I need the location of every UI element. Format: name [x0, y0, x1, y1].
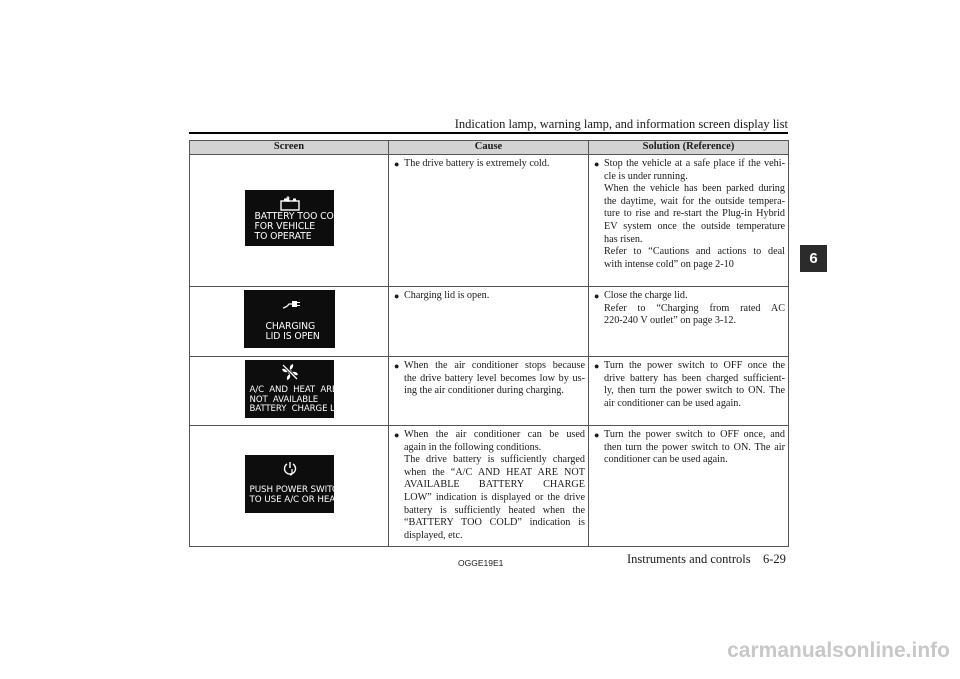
screen-message: PUSH POWER SWITCH TO USE A/C OR HEAT	[249, 484, 345, 505]
cause-line: displayed, etc.	[404, 529, 463, 541]
header-screen: Screen	[190, 141, 389, 155]
cause-cell	[389, 155, 589, 287]
cause-line: Charging lid is open.	[404, 290, 490, 301]
solution-line: Turn the power switch to OFF once, and	[604, 429, 785, 440]
solution-line: with intense cold” on page 2-10	[604, 258, 734, 270]
bullet-icon: ●	[394, 361, 400, 371]
bullet-icon: ●	[394, 159, 400, 169]
solution-line: drive battery has been charged sufficient-	[604, 372, 785, 384]
cause-line: When the air conditioner can be used	[404, 429, 585, 440]
bullet-icon: ●	[394, 430, 400, 440]
table-row	[190, 357, 789, 426]
cause-line: again in the following conditions.	[404, 441, 542, 453]
screen-cell	[190, 287, 389, 357]
display-screen-battery-cold	[245, 190, 346, 246]
header-rule	[189, 132, 788, 134]
table-row	[190, 155, 789, 287]
header-solution: Solution (Reference)	[589, 141, 789, 155]
screen-message: A/C AND HEAT ARE NOT AVAILABLE BATTERY CHARGE LOW	[249, 385, 350, 415]
solution-cell	[589, 155, 789, 287]
solution-line: ture to rise and re-start the Plug-in Hybrid	[604, 208, 785, 220]
table-row	[190, 426, 789, 547]
screen-message: CHARGING LID IS OPEN	[265, 321, 320, 343]
solution-line: Turn the power switch to OFF once the	[604, 360, 785, 371]
footer-code: OGGE19E1	[458, 558, 504, 568]
solution-line: has risen.	[604, 233, 643, 245]
cause-line: The drive battery is extremely cold.	[404, 158, 550, 169]
screen-cell	[190, 426, 389, 547]
charging-plug-icon	[282, 298, 302, 310]
footer-page-number: 6-29	[763, 552, 786, 566]
cause-line: AVAILABLE BATTERY CHARGE	[404, 479, 585, 491]
solution-cell	[589, 357, 789, 426]
display-screen-charging-lid	[244, 290, 335, 348]
footer-section: Instruments and controls	[627, 552, 751, 566]
solution-line: Stop the vehicle at a safe place if the vehi-	[604, 158, 785, 169]
cause-cell	[389, 287, 589, 357]
cause-line: the drive battery level becomes low by us-	[404, 372, 585, 384]
cause-line: When the air conditioner stops because	[404, 360, 585, 371]
battery-cold-icon	[279, 196, 301, 212]
display-list-table	[189, 140, 789, 547]
cause-line: ing the air conditioner during charging.	[404, 385, 564, 397]
screen-cell	[190, 155, 389, 287]
cause-line: The drive battery is sufficiently charged	[404, 454, 585, 466]
solution-line: EV system once the outside temperature	[604, 220, 785, 232]
bullet-icon: ●	[594, 291, 600, 301]
bullet-icon: ●	[394, 291, 400, 301]
ac-unavailable-icon	[281, 363, 299, 381]
solution-line: cle is under running.	[604, 170, 688, 182]
cause-line: when the “A/C AND HEAT ARE NOT	[404, 466, 585, 478]
header-cause: Cause	[389, 141, 589, 155]
screen-cell	[190, 357, 389, 426]
solution-line: ly, then turn the power switch to ON. The	[604, 385, 785, 397]
solution-line: Refer to “Cautions and actions to deal	[604, 246, 785, 258]
cause-line: battery is sufficiently heated when the	[404, 504, 585, 516]
header-title: Indication lamp, warning lamp, and information screen display list	[454, 117, 788, 131]
watermark: carmanualsonline.info	[727, 639, 950, 662]
solution-line: conditioner can be used again.	[604, 454, 728, 466]
screen-message: BATTERY TOO COLD FOR VEHICLE TO OPERATE	[254, 211, 346, 243]
display-screen-push-power	[245, 455, 345, 513]
cause-line: “BATTERY TOO COLD” indication is	[404, 517, 585, 529]
solution-line: then turn the power switch to ON. The air	[604, 441, 785, 453]
bullet-icon: ●	[594, 159, 600, 169]
solution-line: When the vehicle has been parked during	[604, 183, 785, 195]
table-header-row	[190, 141, 789, 155]
solution-cell	[589, 426, 789, 547]
cause-cell	[389, 426, 589, 547]
cause-line: LOW” indication is displayed or the drive	[404, 491, 585, 503]
solution-line: Close the charge lid.	[604, 290, 688, 301]
bullet-icon: ●	[594, 361, 600, 371]
solution-line: air conditioner can be used again.	[604, 397, 741, 409]
solution-line: the daytime, wait for the outside tempera-	[604, 195, 785, 207]
power-switch-icon	[283, 460, 297, 476]
cause-cell	[389, 357, 589, 426]
table-row	[190, 287, 789, 357]
solution-cell	[589, 287, 789, 357]
solution-line: 220-240 V outlet” on page 3-12.	[604, 315, 737, 327]
bullet-icon: ●	[594, 430, 600, 440]
display-screen-ac-unavailable	[245, 360, 350, 418]
solution-line: Refer to “Charging from rated AC	[604, 302, 785, 314]
chapter-tab: 6	[800, 245, 827, 272]
